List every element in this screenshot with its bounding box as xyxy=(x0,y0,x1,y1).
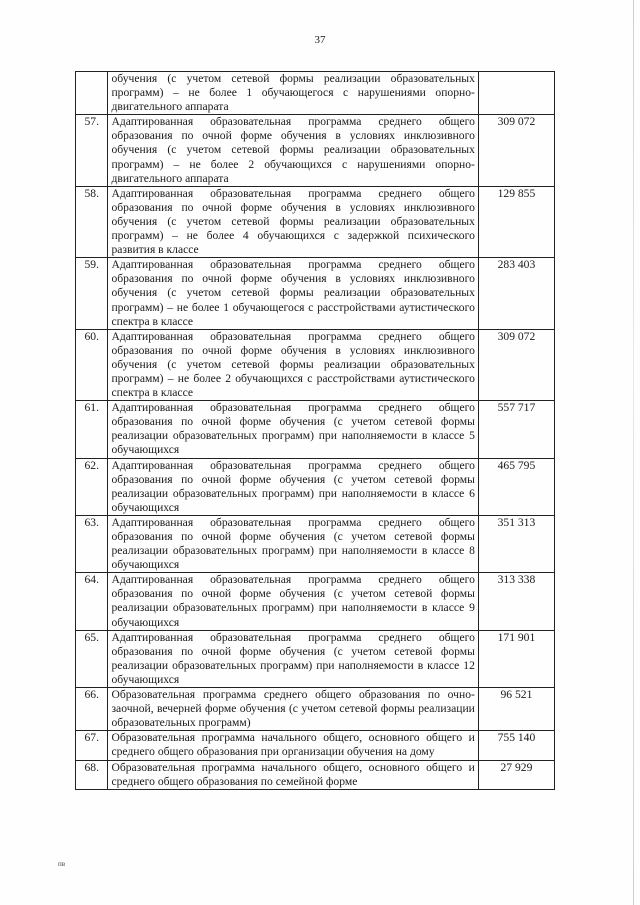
table-row xyxy=(76,72,555,115)
cost-value: 171 901 xyxy=(478,630,554,687)
program-description: Адаптированная образовательная программа среднего общего образования по очной форме обучения в условиях инклюзивного обучения (с учетом сетевой формы реализации образовательных программ) – не более 2 обучающихся с нарушениями опорно-двигательного аппарата xyxy=(108,115,478,186)
table-row xyxy=(76,258,555,329)
cost-value: 27 929 xyxy=(478,760,554,789)
table-row xyxy=(76,329,555,400)
row-number: 67. xyxy=(76,731,108,760)
table-row xyxy=(76,401,555,458)
cost-value: 755 140 xyxy=(478,731,554,760)
cost-value: 283 403 xyxy=(478,258,554,329)
program-description: Адаптированная образовательная программа среднего общего образования по очной форме обучения в условиях инклюзивного обучения (с учетом сетевой формы реализации образовательных программ) – не более 4 обучающихся с задержкой психического развития в классе xyxy=(108,186,478,257)
row-number: 60. xyxy=(76,329,108,400)
table-row xyxy=(76,688,555,731)
program-description: обучения (с учетом сетевой формы реализации образовательных программ) – не более 1 обучающегося с нарушениями опорно-двигательного аппарата xyxy=(108,72,478,115)
program-description: Образовательная программа среднего общего образования по очно-заочной, вечерней форме обучения (с учетом сетевой формы реализации образовательных программ) xyxy=(108,688,478,731)
cost-value: 351 313 xyxy=(478,515,554,572)
row-number: 62. xyxy=(76,458,108,515)
row-number: 65. xyxy=(76,630,108,687)
table-row xyxy=(76,760,555,789)
program-description: Адаптированная образовательная программа среднего общего образования по очной форме обучения в условиях инклюзивного обучения (с учетом сетевой формы реализации образовательных программ) – не более 1 обучающегося с расстройствами аутистического спектра в классе xyxy=(108,258,478,329)
cost-value: 557 717 xyxy=(478,401,554,458)
program-description: Образовательная программа начального общего, основного общего и среднего общего образования при организации обучения на дому xyxy=(108,731,478,760)
row-number xyxy=(76,72,108,115)
scan-edge-line xyxy=(633,0,634,905)
row-number: 66. xyxy=(76,688,108,731)
row-number: 61. xyxy=(76,401,108,458)
cost-value xyxy=(478,72,554,115)
row-number: 59. xyxy=(76,258,108,329)
row-number: 68. xyxy=(76,760,108,789)
cost-value: 129 855 xyxy=(478,186,554,257)
table-row xyxy=(76,458,555,515)
cost-table xyxy=(75,71,555,790)
program-description: Адаптированная образовательная программа среднего общего образования по очной форме обучения (с учетом сетевой формы реализации образовательных программ) при наполняемости в классе 12 обучающихся xyxy=(108,630,478,687)
program-description: Адаптированная образовательная программа среднего общего образования по очной форме обучения в условиях инклюзивного обучения (с учетом сетевой формы реализации образовательных программ) – не более 2 обучающихся с расстройствами аутистического спектра в классе xyxy=(108,329,478,400)
table-row xyxy=(76,515,555,572)
table-row xyxy=(76,186,555,257)
row-number: 64. xyxy=(76,573,108,630)
program-description: Образовательная программа начального общего, основного общего и среднего общего образования по семейной форме xyxy=(108,760,478,789)
table-row xyxy=(76,630,555,687)
row-number: 58. xyxy=(76,186,108,257)
program-description: Адаптированная образовательная программа среднего общего образования по очной форме обучения (с учетом сетевой формы реализации образовательных программ) при наполняемости в классе 6 обучающихся xyxy=(108,458,478,515)
cost-value: 96 521 xyxy=(478,688,554,731)
table-row xyxy=(76,731,555,760)
program-description: Адаптированная образовательная программа среднего общего образования по очной форме обучения (с учетом сетевой формы реализации образовательных программ) при наполняемости в классе 5 обучающихся xyxy=(108,401,478,458)
table-row xyxy=(76,573,555,630)
page-number: 37 xyxy=(314,34,326,46)
footer-mark: пв xyxy=(58,860,66,868)
program-description: Адаптированная образовательная программа среднего общего образования по очной форме обучения (с учетом сетевой формы реализации образовательных программ) при наполняемости в классе 9 обучающихся xyxy=(108,573,478,630)
cost-value: 465 795 xyxy=(478,458,554,515)
cost-value: 309 072 xyxy=(478,115,554,186)
row-number: 63. xyxy=(76,515,108,572)
row-number: 57. xyxy=(76,115,108,186)
program-description: Адаптированная образовательная программа среднего общего образования по очной форме обучения (с учетом сетевой формы реализации образовательных программ) при наполняемости в классе 8 обучающихся xyxy=(108,515,478,572)
cost-value: 309 072 xyxy=(478,329,554,400)
table-row xyxy=(76,115,555,186)
cost-value: 313 338 xyxy=(478,573,554,630)
